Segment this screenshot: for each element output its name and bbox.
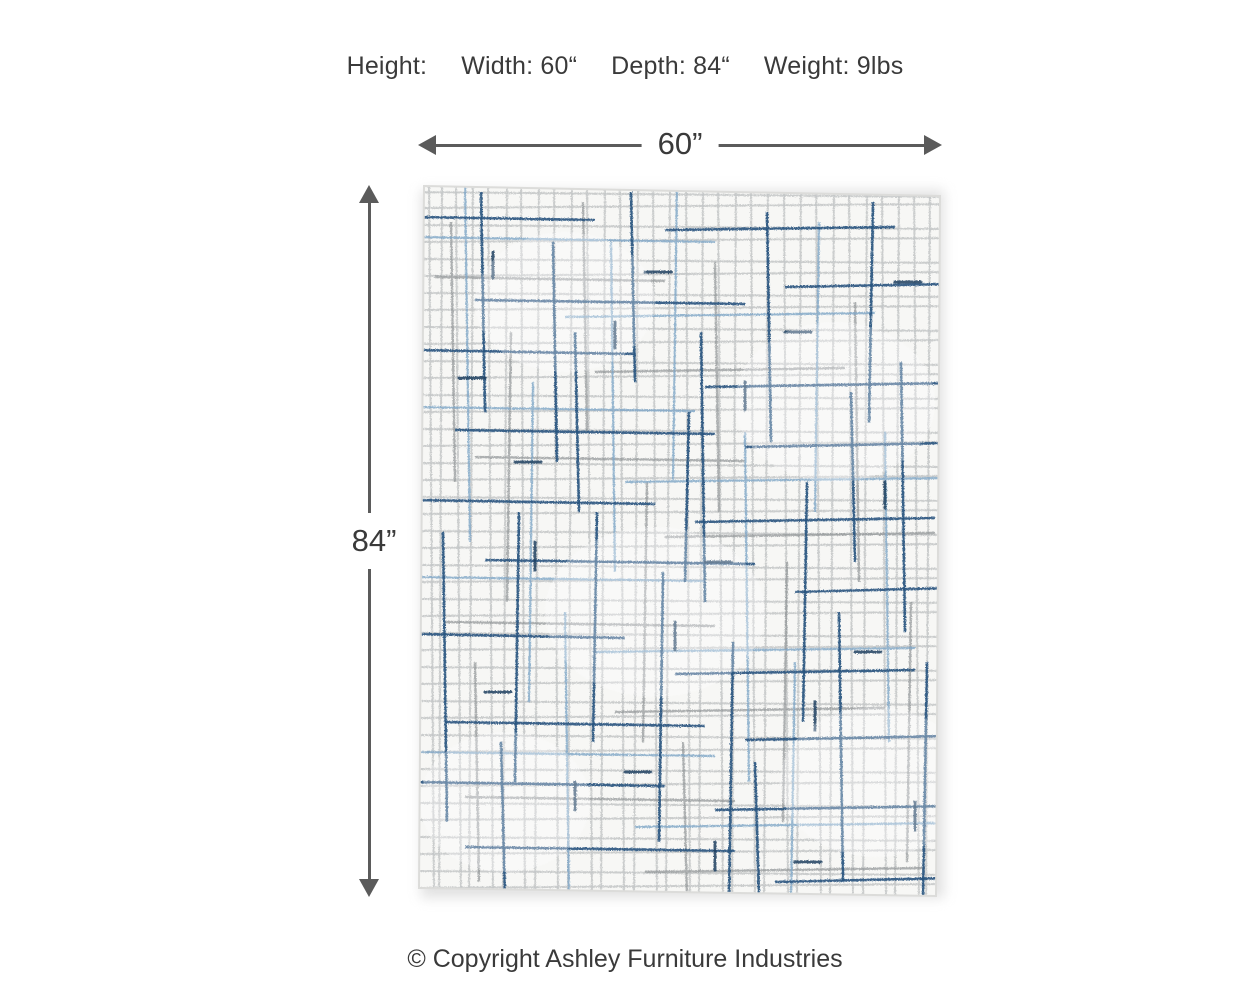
height-dimension [348,185,397,897]
width-dimension [418,126,942,166]
spec-width: Width: 60“ [461,52,578,80]
width-dimension-label: 60” [642,122,719,166]
spec-weight: Weight: 9lbs [763,52,904,80]
arrow-right-icon [924,135,942,155]
spec-height: Height: [346,52,428,80]
arrow-down-icon [359,879,379,897]
copyright-notice: © Copyright Ashley Furniture Industries [407,945,843,973]
spec-depth: Depth: 84“ [611,52,730,80]
rug-illustration [415,182,950,902]
specification-line [0,52,1250,81]
product-image [415,182,950,902]
height-dimension-label: 84” [328,513,420,569]
